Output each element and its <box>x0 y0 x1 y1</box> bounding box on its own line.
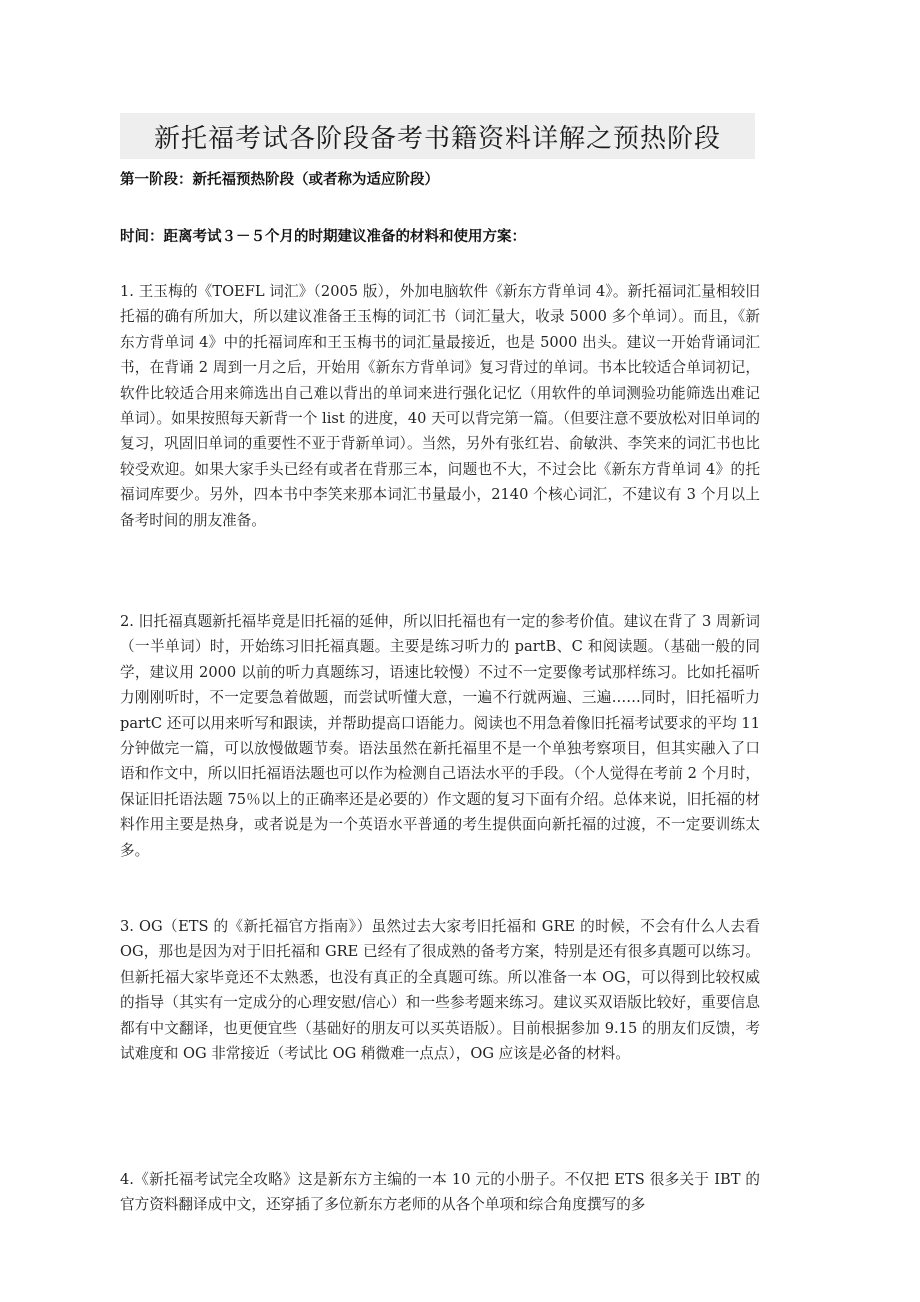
page-title: 新托福考试各阶段备考书籍资料详解之预热阶段 <box>153 123 721 154</box>
title-banner <box>120 113 755 159</box>
paragraph-1: 1. 王玉梅的《TOEFL 词汇》（2005 版），外加电脑软件《新东方背单词 4》。新托福词汇量相较旧托福的确有所加大，所以建议准备王玉梅的词汇书（词汇量大，收录 5000 多个单词）。而且，《新东方背单词 4》中的托福词库和王玉梅书的词汇量最接近，也是 5000 出头。建议一开始背诵词汇书，在背诵 2 周到一月之后，开始用《新东方背单词》复习背过的单词。书本比较适合单词初记，软件比较适合用来筛选出自己难以背出的单词来进行强化记忆（用软件的单词测验功能筛选出难记单词）。如果按照每天新背一个 list 的进度，40 天可以背完第一篇。（但要注意不要放松对旧单词的复习，巩固旧单词的重要性不亚于背新单词）。当然，另外有张红岩、俞敏洪、李笑来的词汇书也比较受欢迎。如果大家手头已经有或者在背那三本，问题也不大，不过会比《新东方背单词 4》的托福词库要少。另外，四本书中李笑来那本词汇书量最小，2140 个核心词汇，不建议有 3 个月以上备考时间的朋友准备。 <box>120 283 760 529</box>
paragraph-2: 2. 旧托福真题新托福毕竟是旧托福的延伸，所以旧托福也有一定的参考价值。建议在背了 3 周新词（一半单词）时，开始练习旧托福真题。主要是练习听力的 partB、C 和阅读题。（基础一般的同学，建议用 2000 以前的听力真题练习，语速比较慢）不过不一定要像考试那样练习。比如托福听力刚刚听时，不一定要急着做题，而尝试听懂大意，一遍不行就两遍、三遍……同时，旧托福听力 partC 还可以用来听写和跟读，并帮助提高口语能力。阅读也不用急着像旧托福考试要求的平均 11 分钟做完一篇，可以放慢做题节奏。语法虽然在新托福里不是一个单独考察项目，但其实融入了口语和作文中，所以旧托福语法题也可以作为检测自己语法水平的手段。（个人觉得在考前 2 个月时，保证旧托语法题 75％以上的正确率还是必要的）作文题的复习下面有介绍。总体来说，旧托福的材料作用主要是热身，或者说是为一个英语水平普通的考生提供面向新托福的过渡，不一定要训练太多。 <box>120 613 760 859</box>
stage-heading: 第一阶段：新托福预热阶段（或者称为适应阶段） <box>120 172 439 188</box>
paragraph-3: 3. OG（ETS 的《新托福官方指南》）虽然过去大家考旧托福和 GRE 的时候，不会有什么人去看 OG，那也是因为对于旧托福和 GRE 已经有了很成熟的备考方案，特别是还有很多真题可以练习。但新托福大家毕竟还不太熟悉，也没有真正的全真题可练。所以准备一本 OG，可以得到比较权威的指导（其实有一定成分的心理安慰/信心）和一些参考题来练习。建议买双语版比较好，重要信息都有中文翻译，也更便宜些（基础好的朋友可以买英语版）。目前根据参加 9.15 的朋友们反馈，考试难度和 OG 非常接近（考试比 OG 稍微难一点点），OG 应该是必备的材料。 <box>120 918 760 1063</box>
time-heading: 时间：距离考试３－５个月的时期建议准备的材料和使用方案： <box>120 229 526 245</box>
paragraph-4: 4.《新托福考试完全攻略》这是新东方主编的一本 10 元的小册子。不仅把 ETS 很多关于 IBT 的官方资料翻译成中文，还穿插了多位新东方老师的从各个单项和综合角度撰写的多 <box>120 1171 760 1214</box>
